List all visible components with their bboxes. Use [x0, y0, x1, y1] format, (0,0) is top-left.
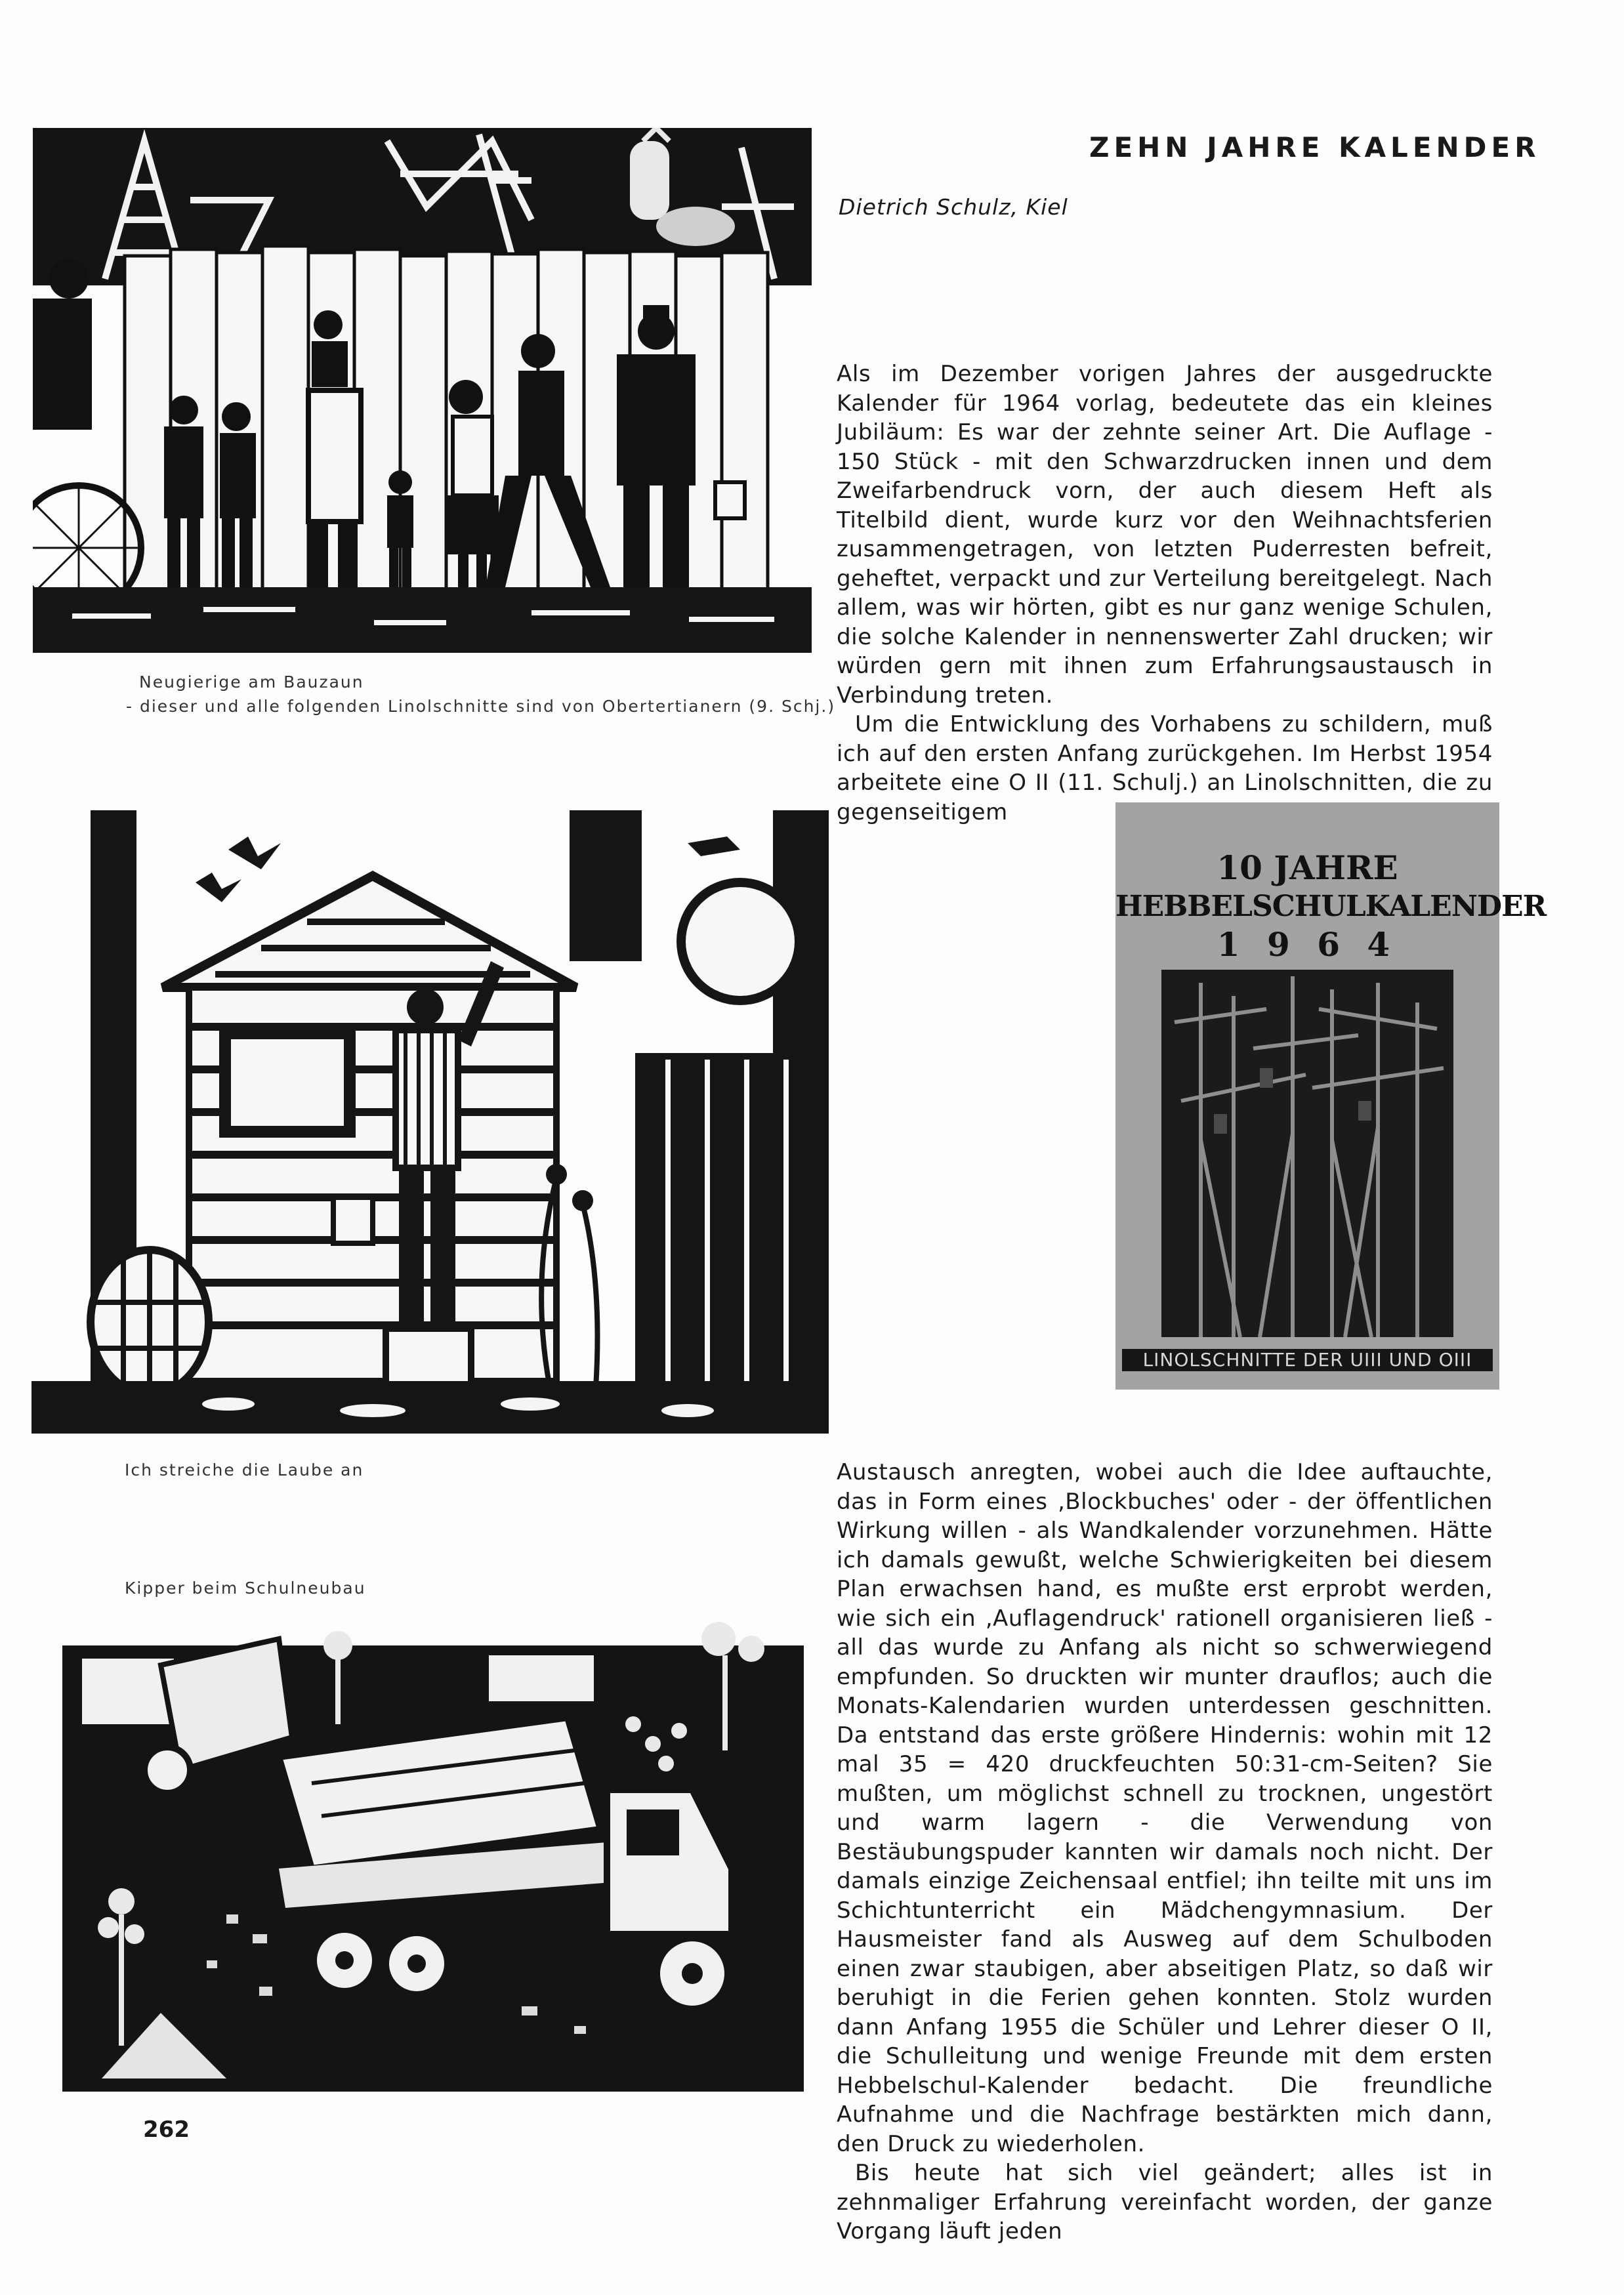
paragraph: Als im Dezember vorigen Jahres der ausgedruckte Kalender für 1964 vorlag, bedeutete das ein kleines Jubiläum: Es war der zehnte seiner Art. Die Auflage - 150 Stück - mit den Schwarzdrucken innen und dem Zweifarbendruck vorn, der auch diesem Heft als Titelbild dient, wurde kurz vor den Weihnachtsferien zusammengetragen, von letzten Puderresten befreit, geheftet, verpackt und zur Verteilung bereitgelegt. Nach allem, was wir hörten, gibt es nur ganz wenige Schulen, die solche Kalender in nennenswerter Zahl drucken; wir würden gern mit ihnen zum Erfahrungsaustausch in Verbindung treten.	[837, 361, 1493, 709]
caption-bauzaun-line2: - dieser und alle folgenden Linolschnitte sind von Obertertianern (9. Schj.)	[126, 697, 836, 716]
calendar-cover	[1115, 802, 1547, 1390]
article-author: Dietrich Schulz, Kiel	[839, 194, 1068, 220]
article-title: ZEHN JAHRE KALENDER	[1089, 131, 1541, 163]
cover-linocut	[1161, 970, 1453, 1337]
caption-bauzaun-line1: Neugierige am Bauzaun	[139, 672, 364, 692]
linocut-laube	[31, 810, 829, 1434]
paragraph: Um die Entwicklung des Vorhabens zu schildern, muß ich auf den ersten Anfang zurückgehen. Im Herbst 1954 arbeitete eine O II (11. Schulj.) an Linolschnitten, die zu gegenseitigem	[837, 711, 1493, 825]
linocut-kipper	[62, 1619, 804, 2092]
caption-laube: Ich streiche die Laube an	[125, 1460, 364, 1479]
cover-title-line1: 10 JAHRE	[1217, 848, 1398, 887]
cover-title-line3: 1 9 6 4	[1217, 925, 1398, 964]
page-number: 262	[143, 2117, 190, 2143]
paragraph: Austausch anregten, wobei auch die Idee auftauchte, das in Form eines ‚Blockbuches' oder - der öffentlichen Wirkung willen - als Wandkalender vorzunehmen. Hätte ich damals gewußt, welche Schwierigkeiten bei diesem Plan erwachsen hand, es mußte erst erprobt werden, wie sich ein ‚Auflagendruck' rationell organisieren ließ - all das wurde zu Anfang als nicht so schwerwiegend empfunden. So druckten wir munter drauflos; auch die Monats-Kalendarien wurden unterdessen geschnitten. Da entstand das erste größere Hindernis: wohin mit 12 mal 35 = 420 druckfeuchten 50:31-cm-Seiten? Sie mußten, um möglichst schnell zu trocknen, ungestört und warm lagern - die Verwendung von Bestäubungspuder kannten wir damals noch nicht. Der damals einzige Zeichensaal entfiel; ihn teilte mit uns im Schichtunterricht ein Mädchengymnasium. Der Hausmeister fand als Ausweg auf dem Schulboden einen zwar staubigen, aber abseitigen Platz, so daß wir beruhigt in die Ferien gehen konnten. Stolz wurden dann Anfang 1955 die Schüler und Lehrer dieser O II, die Schulleitung und wenige Freunde mit dem ersten Hebbelschul-Kalender bedacht. Die freundliche Aufnahme und die Nachfrage bestärkten mich dann, den Druck zu wiederholen.	[837, 1459, 1493, 2157]
caption-kipper: Kipper beim Schulneubau	[125, 1579, 366, 1598]
text-column-bottom	[837, 1458, 1493, 2246]
paragraph: Bis heute hat sich viel geändert; alles ist in zehnmaliger Erfahrung vereinfacht worden, der ganze Vorgang läuft jeden	[837, 2160, 1493, 2244]
cover-footer: LINOLSCHNITTE DER UIII UND OIII	[1122, 1349, 1493, 1371]
cover-title-line2: HEBBELSCHULKALENDER	[1115, 890, 1547, 923]
linocut-bauzaun	[33, 128, 812, 653]
text-column-top	[837, 360, 1493, 827]
